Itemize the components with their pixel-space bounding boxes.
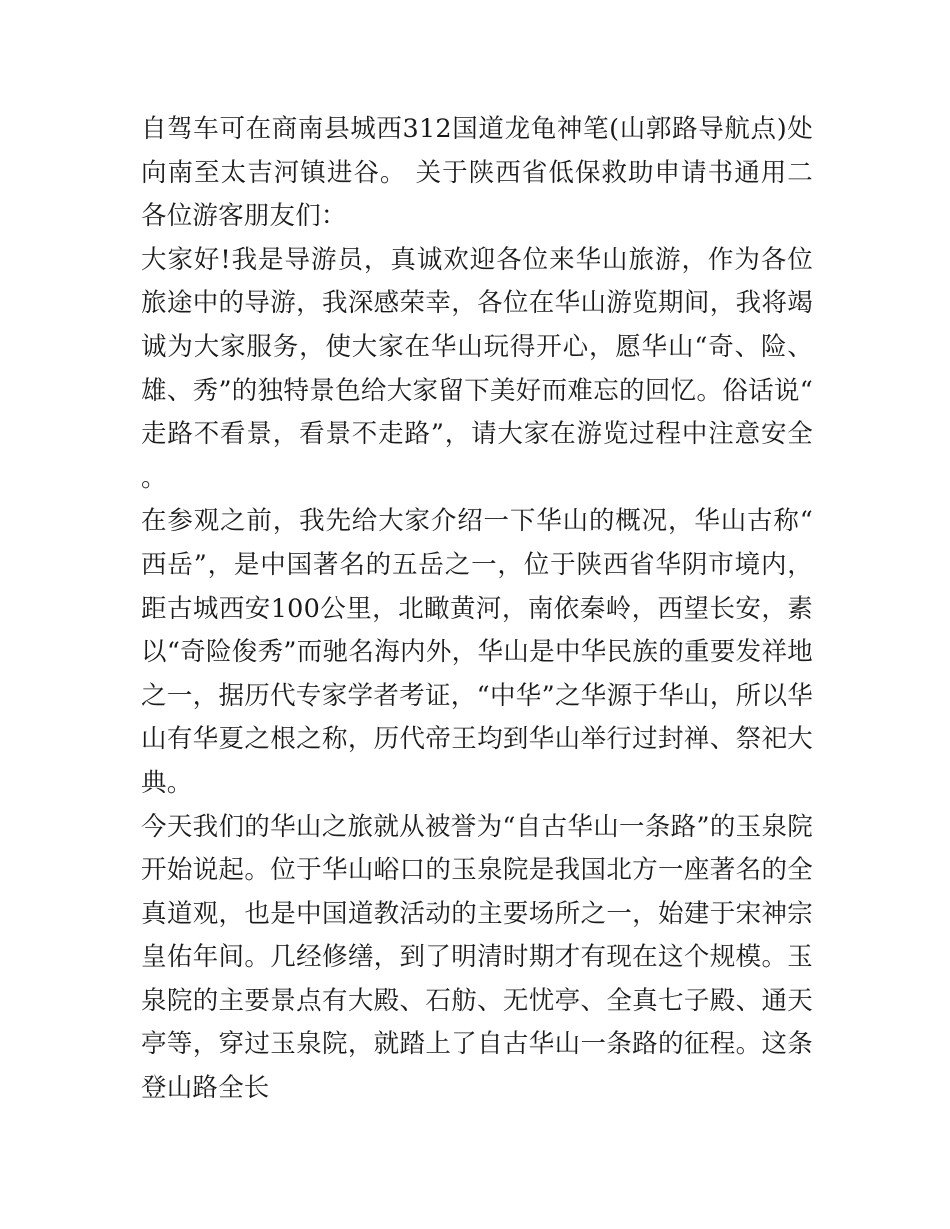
paragraph-welcome: 大家好!我是导游员，真诚欢迎各位来华山旅游，作为各位旅途中的导游，我深感荣幸，各位在华山游览期间，我将竭诚为大家服务，使大家在华山玩得开心，愿华山“奇、险、雄、秀”的独特景色给大家留下美好而难忘的回忆。俗话说“走路不看景，看景不走路”，请大家在游览过程中注意安全。 [141,244,813,493]
paragraph-huashan-overview: 在参观之前，我先给大家介绍一下华山的概况，华山古称“西岳”，是中国著名的五岳之一，位于陕西省华阴市境内，距古城西安100公里，北瞰黄河，南依秦岭，西望长安，素以“奇险俊秀”而驰名海内外，华山是中华民族的重要发祥地之一，据历代专家学者考证，“中华”之华源于华山，所以华山有华夏之根之称，历代帝王均到华山举行过封禅、祭祀大典。 [141,506,813,798]
paragraph-intro: 自驾车可在商南县城西312国道龙龟神笔(山郭路导航点)处向南至太吉河镇进谷。 关于陕西省低保救助申请书通用二 各位游客朋友们： [141,114,813,232]
document-body [141,108,813,1111]
paragraph-yuquan-temple: 今天我们的华山之旅就从被誉为“自古华山一条路”的玉泉院开始说起。位于华山峪口的玉泉院是我国北方一座著名的全真道观，也是中国道教活动的主要场所之一，始建于宋神宗皇佑年间。几经修缮，到了明清时期才有现在这个规模。玉泉院的主要景点有大殿、石舫、无忧亭、全真七子殿、通天亭等，穿过玉泉院，就踏上了自古华山一条路的征程。这条登山路全长 [141,811,813,1104]
